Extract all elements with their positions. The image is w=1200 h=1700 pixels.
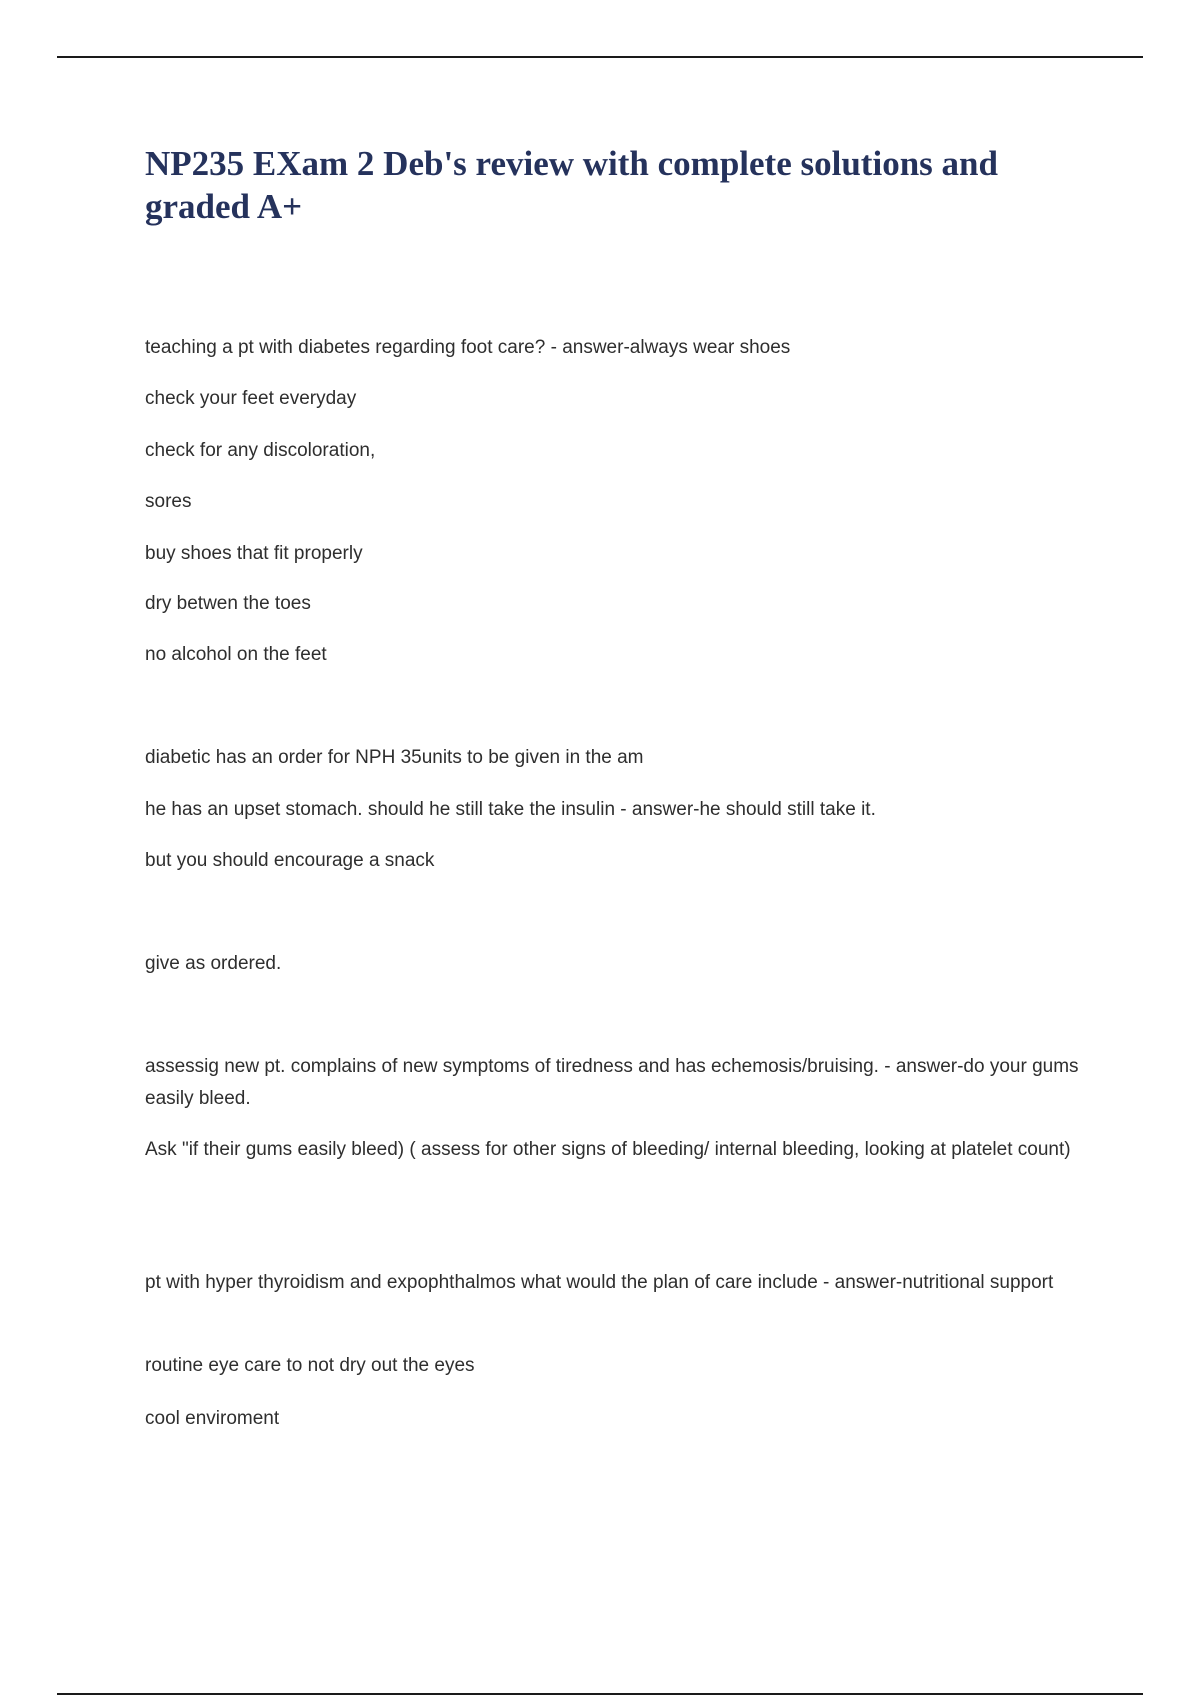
- text-line: dry betwen the toes: [145, 593, 311, 614]
- header-rule: [57, 56, 1143, 58]
- text-line: routine eye care to not dry out the eyes: [145, 1355, 475, 1376]
- footer-rule: [57, 1693, 1143, 1695]
- text-line: diabetic has an order for NPH 35units to be given in the am: [145, 747, 644, 768]
- text-line: teaching a pt with diabetes regarding foot care? - answer-always wear shoes: [145, 337, 791, 358]
- text-line: no alcohol on the feet: [145, 644, 327, 665]
- text-line: buy shoes that fit properly: [145, 543, 363, 564]
- text-line: Ask "if their gums easily bleed) ( assess for other signs of bleeding/ internal bleeding, looking at platelet count): [145, 1139, 1071, 1160]
- text-line: he has an upset stomach. should he still take the insulin - answer-he should still take it.: [145, 799, 876, 820]
- text-line: cool enviroment: [145, 1408, 280, 1429]
- text-line: but you should encourage a snack: [145, 850, 435, 871]
- text-line: sores: [145, 491, 192, 512]
- document-title: NP235 EXam 2 Deb's review with complete solutions and graded A+: [145, 144, 998, 226]
- text-line: assessig new pt. complains of new symptoms of tiredness and has echemosis/bruising. - answer-do your gums easily bleed.: [145, 1056, 1079, 1109]
- text-line: check your feet everyday: [145, 388, 357, 409]
- text-line: give as ordered.: [145, 953, 282, 974]
- text-line: pt with hyper thyroidism and expophthalmos what would the plan of care include - answer-nutritional support: [145, 1272, 1054, 1293]
- text-line: check for any discoloration,: [145, 440, 376, 461]
